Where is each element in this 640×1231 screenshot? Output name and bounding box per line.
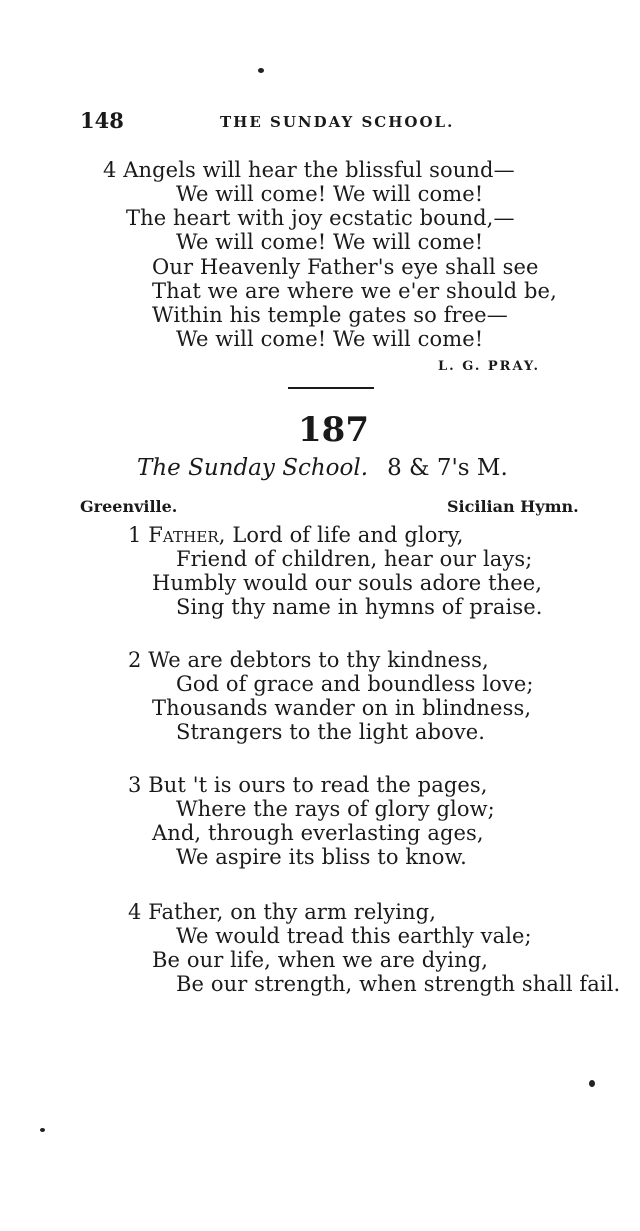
stanza-line: Humbly would our souls adore thee, — [152, 571, 543, 595]
stanza-number: 4 — [128, 900, 142, 924]
hymn-heading — [137, 455, 508, 481]
stanza-number: 4 — [103, 158, 117, 182]
stanza-line: The heart with joy ecstatic bound,— — [126, 206, 515, 230]
stanza-line: Thousands wander on in blindness, — [152, 696, 532, 720]
stanza-line: We will come! We will come! — [176, 230, 484, 254]
stanza-line: 2 We are debtors to thy kindness, — [128, 648, 489, 672]
tune-name-left: Greenville. — [80, 497, 178, 516]
author-attribution: L. G. PRAY. — [438, 359, 541, 374]
stanza-line: 4 Father, on thy arm relying, — [128, 900, 436, 924]
running-title: THE SUNDAY SCHOOL. — [220, 113, 455, 131]
stanza-line: Where the rays of glory glow; — [176, 797, 495, 821]
divider-rule — [288, 387, 374, 389]
stanza-line: We would tread this earthly vale; — [176, 924, 532, 948]
stanza-line: That we are where we e'er should be, — [152, 279, 557, 303]
stanza-number: 2 — [128, 648, 142, 672]
stanza-number: 3 — [128, 773, 142, 797]
ink-speck — [589, 1080, 595, 1087]
stanza-line: Sing thy name in hymns of praise. — [176, 595, 543, 619]
stanza-line: We aspire its bliss to know. — [176, 845, 467, 869]
stanza-line: 1 Father, Lord of life and glory, — [128, 523, 464, 547]
stanza-line: God of grace and boundless love; — [176, 672, 534, 696]
stanza-line: Within his temple gates so free— — [152, 303, 508, 327]
stanza-line: We will come! We will come! — [176, 182, 484, 206]
ink-speck — [40, 1128, 45, 1132]
stanza-line: Be our life, when we are dying, — [152, 948, 489, 972]
stanza-line: 3 But 't is ours to read the pages, — [128, 773, 488, 797]
stanza-line: Strangers to the light above. — [176, 720, 486, 744]
stanza-line: Our Heavenly Father's eye shall see — [152, 255, 539, 279]
ink-speck — [258, 68, 264, 73]
stanza-line: Be our strength, when strength shall fail. — [176, 972, 621, 996]
hymn-number: 187 — [298, 410, 369, 450]
stanza-number: 1 — [128, 523, 142, 547]
stanza-line: And, through everlasting ages, — [152, 821, 484, 845]
hymn-meter: 8 & 7's M. — [387, 455, 508, 481]
page-number: 148 — [80, 108, 124, 133]
tune-name-right: Sicilian Hymn. — [447, 497, 579, 516]
stanza-line: 4 Angels will hear the blissful sound— — [103, 158, 515, 182]
hymn-title: The Sunday School. — [137, 455, 369, 481]
stanza-line: We will come! We will come! — [176, 327, 484, 351]
stanza-line: Friend of children, hear our lays; — [176, 547, 533, 571]
